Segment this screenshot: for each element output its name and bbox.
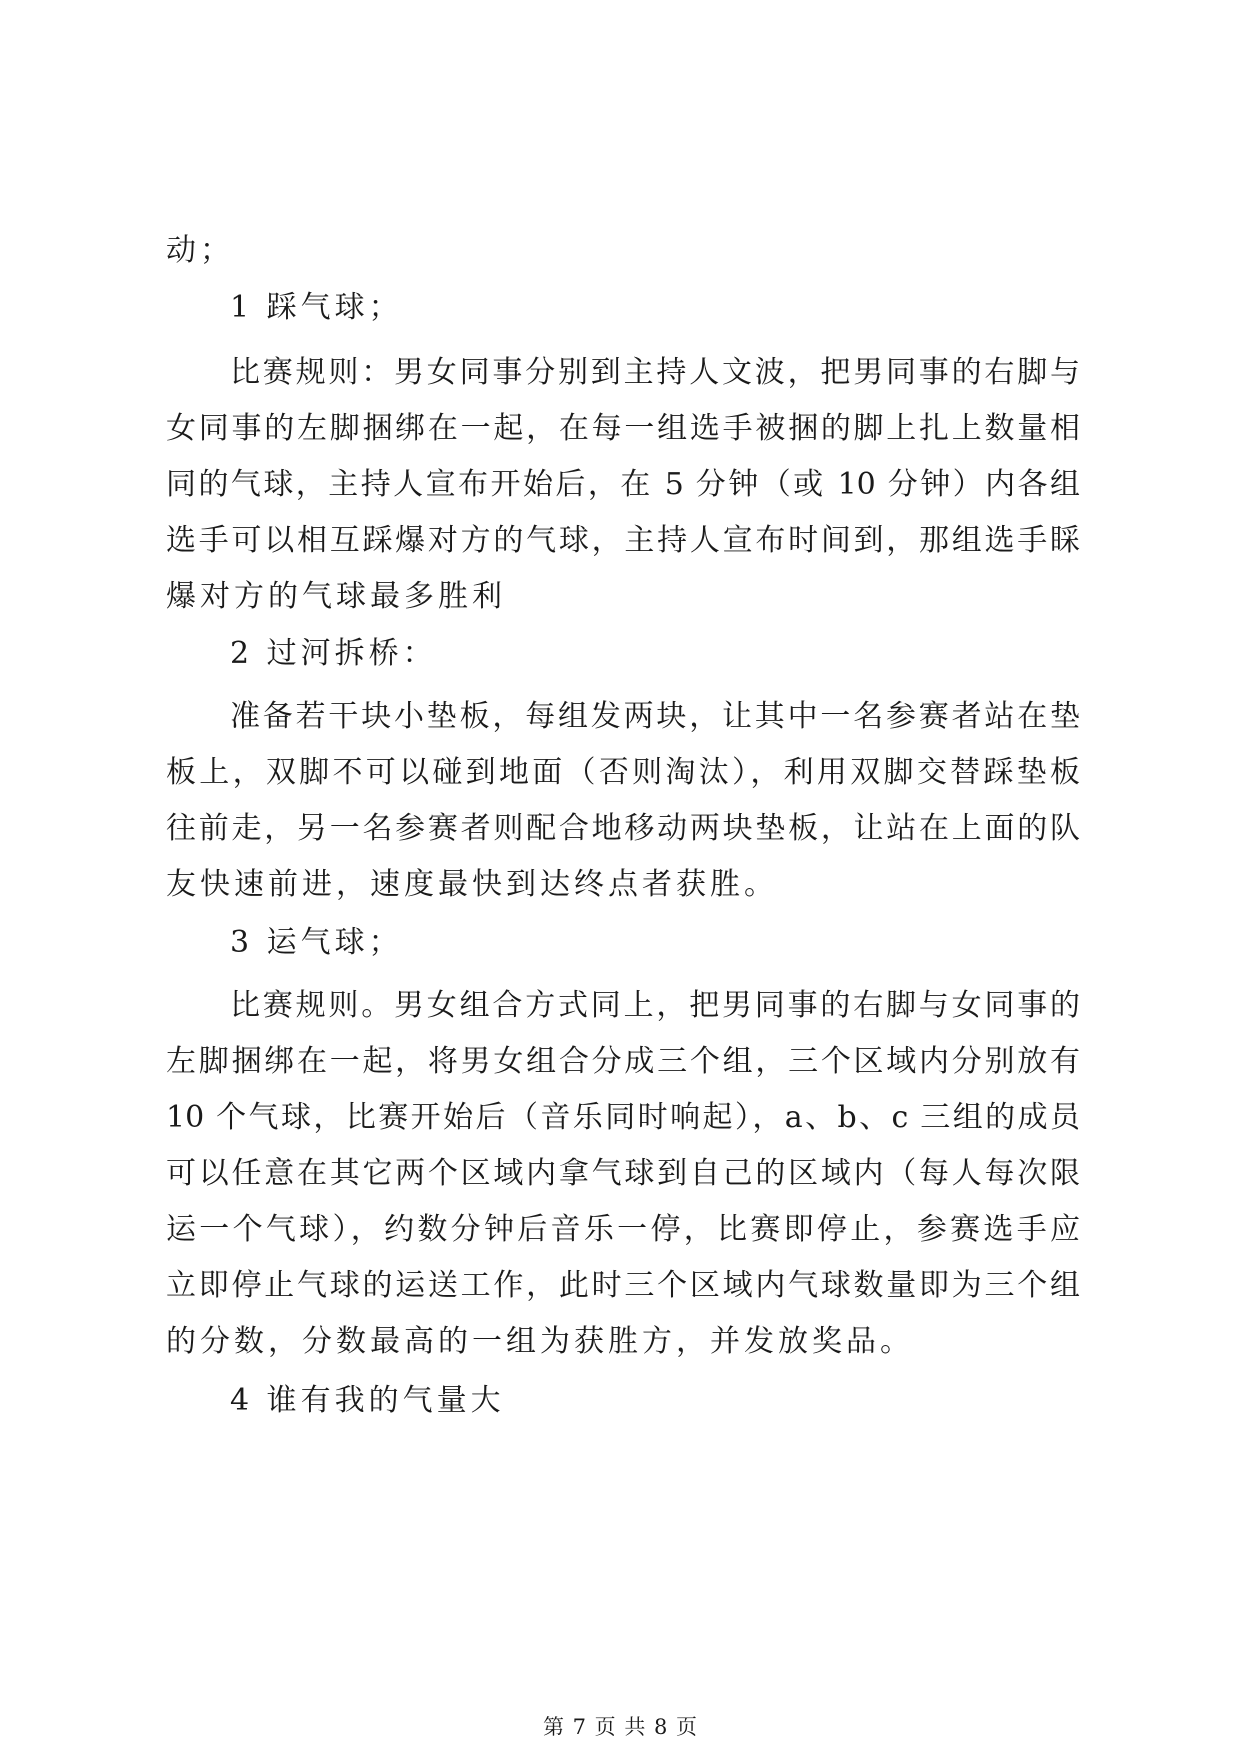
paragraph-line: 板上，双脚不可以碰到地面（否则淘汰），利用双脚交替踩垫板 [166,755,1080,790]
text-line: 动； [166,233,234,268]
section-heading-3: 3 运气球； [230,925,403,960]
paragraph-line: 的分数，分数最高的一组为获胜方，并发放奖品。 [166,1324,914,1359]
paragraph-line: 比赛规则：男女同事分别到主持人文波，把男同事的右脚与 [230,355,1080,390]
paragraph-line: 10 个气球，比赛开始后（音乐同时响起），a、b、c 三组的成员 [166,1100,1080,1135]
paragraph-line: 女同事的左脚捆绑在一起，在每一组选手被捆的脚上扎上数量相 [166,411,1080,446]
section-heading-1: 1 踩气球； [230,290,403,325]
page-footer: 第 7 页 共 8 页 [542,1715,699,1739]
paragraph-line: 同的气球，主持人宣布开始后，在 5 分钟（或 10 分钟）内各组 [166,467,1080,502]
section-heading-4: 4 谁有我的气量大 [230,1383,505,1418]
paragraph-line: 准备若干块小垫板，每组发两块，让其中一名参赛者站在垫 [230,699,1080,734]
paragraph-line: 往前走，另一名参赛者则配合地移动两块垫板，让站在上面的队 [166,811,1080,846]
paragraph-line: 友快速前进，速度最快到达终点者获胜。 [166,867,778,902]
paragraph-line: 爆对方的气球最多胜利 [166,579,506,614]
paragraph-line: 左脚捆绑在一起，将男女组合分成三个组，三个区域内分别放有 [166,1044,1080,1079]
paragraph-line: 立即停止气球的运送工作，此时三个区域内气球数量即为三个组 [166,1268,1080,1303]
paragraph-line: 可以任意在其它两个区域内拿气球到自己的区域内（每人每次限 [166,1156,1080,1191]
paragraph-line: 运一个气球），约数分钟后音乐一停，比赛即停止，参赛选手应 [166,1212,1080,1247]
paragraph-line: 选手可以相互踩爆对方的气球，主持人宣布时间到，那组选手睬 [166,523,1080,558]
paragraph-line: 比赛规则。男女组合方式同上，把男同事的右脚与女同事的 [230,988,1080,1023]
section-heading-2: 2 过河拆桥： [230,636,437,671]
